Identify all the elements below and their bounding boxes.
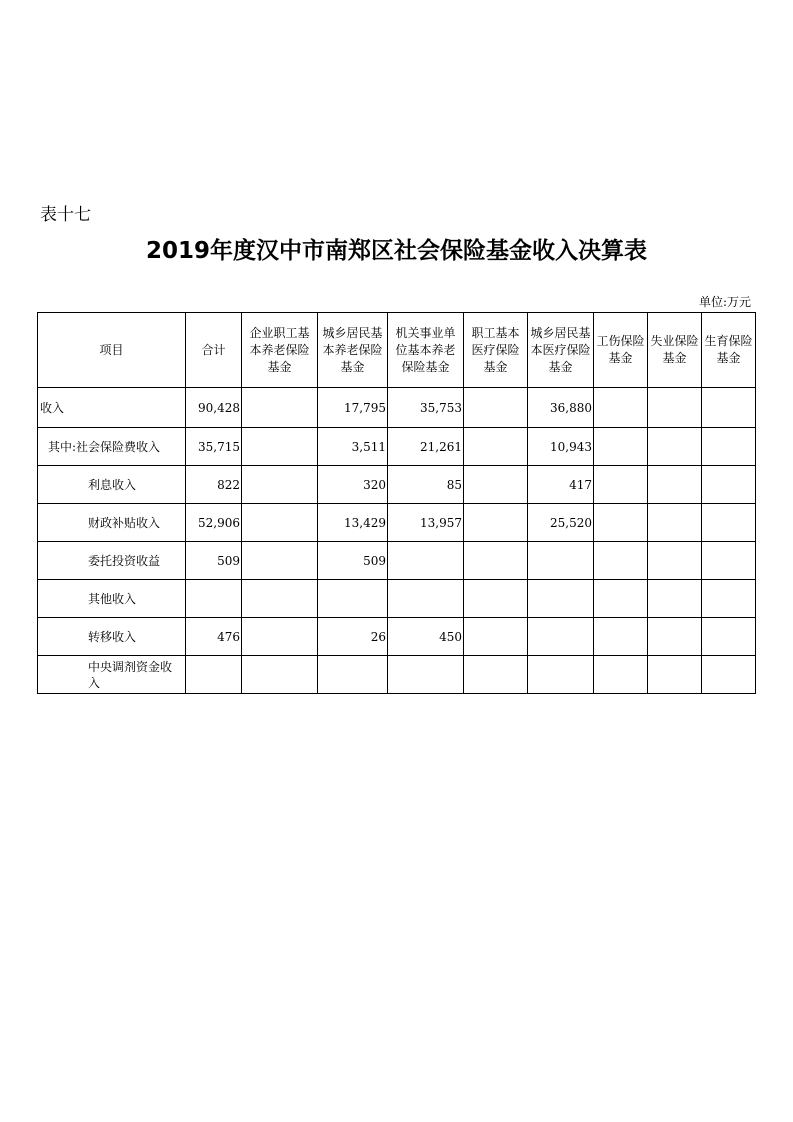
table-cell xyxy=(702,388,756,428)
table-cell xyxy=(242,618,318,656)
table-cell: 13,429 xyxy=(318,504,388,542)
table-cell xyxy=(702,618,756,656)
table-cell xyxy=(702,580,756,618)
table-cell: 509 xyxy=(186,542,242,580)
table-cell xyxy=(594,580,648,618)
table-cell xyxy=(594,504,648,542)
row-item-label: 财政补贴收入 xyxy=(38,504,186,542)
table-cell xyxy=(242,542,318,580)
table-cell xyxy=(702,466,756,504)
table-cell xyxy=(648,466,702,504)
insurance-fund-income-table xyxy=(37,312,756,694)
table-cell: 17,795 xyxy=(318,388,388,428)
table-row xyxy=(38,542,756,580)
table-cell xyxy=(464,428,528,466)
table-cell xyxy=(648,542,702,580)
table-cell xyxy=(242,466,318,504)
table-header-row xyxy=(38,313,756,388)
table-cell: 450 xyxy=(388,618,464,656)
table-cell xyxy=(648,656,702,694)
table-cell xyxy=(318,656,388,694)
table-cell xyxy=(242,580,318,618)
table-cell: 21,261 xyxy=(388,428,464,466)
row-item-label: 委托投资收益 xyxy=(38,542,186,580)
table-cell xyxy=(464,618,528,656)
table-cell xyxy=(702,428,756,466)
table-cell xyxy=(464,580,528,618)
table-row xyxy=(38,580,756,618)
document-title: 2019年度汉中市南郑区社会保险基金收入决算表 xyxy=(145,238,647,264)
table-cell xyxy=(594,466,648,504)
table-cell xyxy=(242,388,318,428)
table-cell: 320 xyxy=(318,466,388,504)
column-header: 企业职工基本养老保险基金 xyxy=(242,313,318,388)
table-cell xyxy=(594,542,648,580)
column-header: 城乡居民基本医疗保险基金 xyxy=(528,313,594,388)
table-cell xyxy=(648,618,702,656)
column-header: 项目 xyxy=(38,313,186,388)
table-cell xyxy=(318,580,388,618)
table-row xyxy=(38,466,756,504)
table-cell: 36,880 xyxy=(528,388,594,428)
table-cell xyxy=(528,542,594,580)
table-cell: 13,957 xyxy=(388,504,464,542)
table-cell xyxy=(242,504,318,542)
table-cell: 85 xyxy=(388,466,464,504)
table-cell: 10,943 xyxy=(528,428,594,466)
column-header: 工伤保险基金 xyxy=(594,313,648,388)
table-cell xyxy=(594,428,648,466)
table-row xyxy=(38,656,756,694)
table-cell: 52,906 xyxy=(186,504,242,542)
row-item-label: 其他收入 xyxy=(38,580,186,618)
table-cell: 90,428 xyxy=(186,388,242,428)
table-cell xyxy=(648,428,702,466)
table-cell xyxy=(242,428,318,466)
table-cell xyxy=(702,504,756,542)
table-cell xyxy=(464,388,528,428)
table-cell xyxy=(388,542,464,580)
table-cell: 417 xyxy=(528,466,594,504)
table-cell xyxy=(702,656,756,694)
table-cell xyxy=(464,656,528,694)
table-cell xyxy=(594,388,648,428)
table-cell xyxy=(464,504,528,542)
table-cell: 35,715 xyxy=(186,428,242,466)
table-cell xyxy=(388,656,464,694)
table-cell xyxy=(648,580,702,618)
table-cell xyxy=(242,656,318,694)
table-cell xyxy=(464,542,528,580)
table-cell xyxy=(528,580,594,618)
table-cell xyxy=(648,388,702,428)
table-row xyxy=(38,618,756,656)
table-cell: 476 xyxy=(186,618,242,656)
table-cell: 35,753 xyxy=(388,388,464,428)
column-header: 合计 xyxy=(186,313,242,388)
row-item-label: 中央调剂资金收入 xyxy=(38,656,186,694)
table-row xyxy=(38,504,756,542)
row-item-label: 转移收入 xyxy=(38,618,186,656)
table-number-label: 表十七 xyxy=(40,205,91,225)
row-item-label: 收入 xyxy=(38,388,186,428)
table-cell xyxy=(528,656,594,694)
table-cell xyxy=(186,580,242,618)
column-header: 职工基本医疗保险基金 xyxy=(464,313,528,388)
table-cell: 509 xyxy=(318,542,388,580)
table-cell xyxy=(464,466,528,504)
table-cell: 822 xyxy=(186,466,242,504)
table-cell xyxy=(648,504,702,542)
row-item-label: 利息收入 xyxy=(38,466,186,504)
table-cell xyxy=(186,656,242,694)
table-cell xyxy=(528,618,594,656)
column-header: 城乡居民基本养老保险基金 xyxy=(318,313,388,388)
table-cell xyxy=(594,656,648,694)
row-item-label: 其中:社会保险费收入 xyxy=(38,428,186,466)
table-cell: 25,520 xyxy=(528,504,594,542)
column-header: 失业保险基金 xyxy=(648,313,702,388)
table-row xyxy=(38,428,756,466)
table-cell xyxy=(594,618,648,656)
column-header: 机关事业单位基本养老保险基金 xyxy=(388,313,464,388)
unit-label: 单位:万元 xyxy=(698,295,751,309)
table-cell xyxy=(388,580,464,618)
table-cell xyxy=(702,542,756,580)
table-cell: 26 xyxy=(318,618,388,656)
column-header: 生育保险基金 xyxy=(702,313,756,388)
table-cell: 3,511 xyxy=(318,428,388,466)
table-row xyxy=(38,388,756,428)
